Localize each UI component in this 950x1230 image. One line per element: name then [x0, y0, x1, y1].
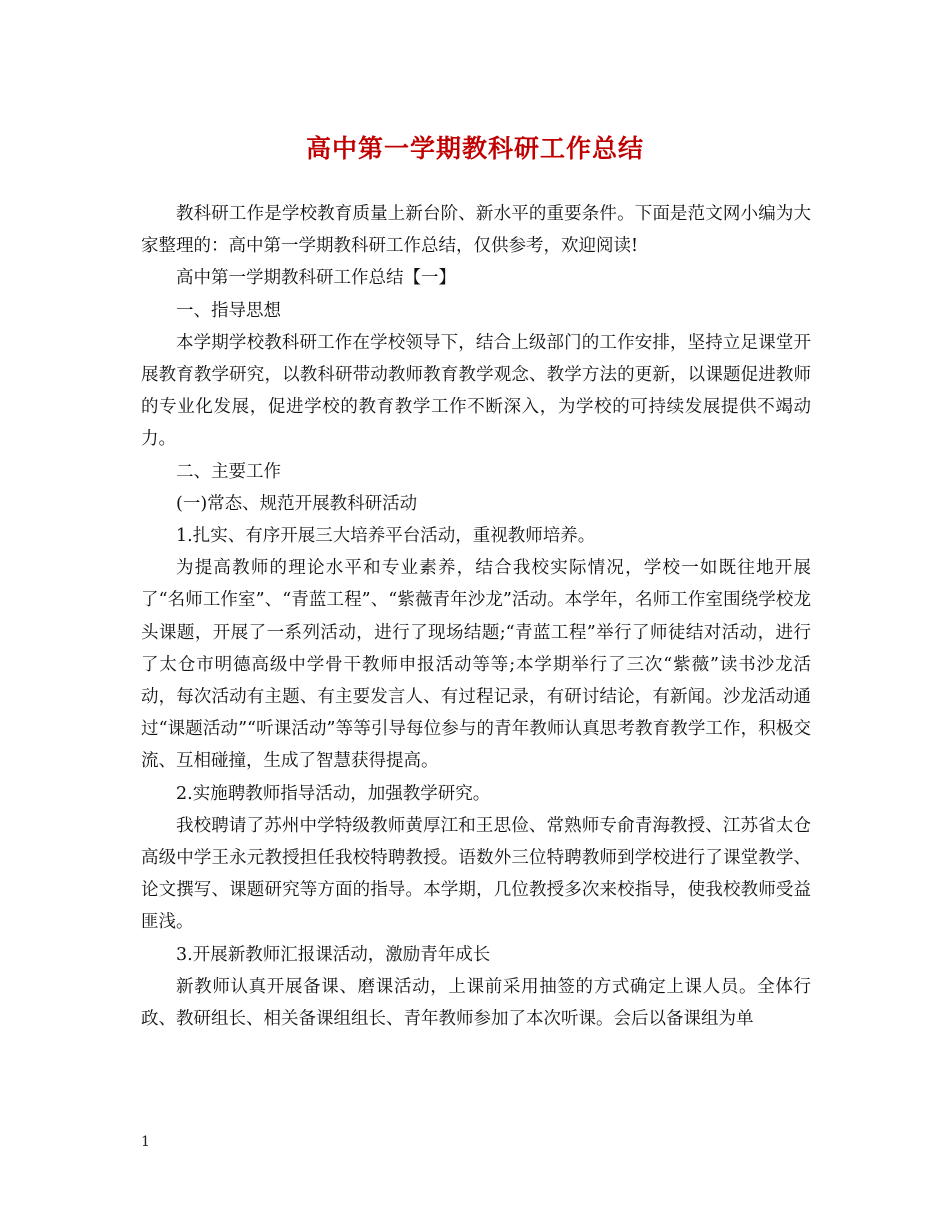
- section-heading-part-one: 高中第一学期教科研工作总结【一】: [176, 268, 456, 289]
- paragraph-item-1: 为提高教师的理论水平和专业素养，结合我校实际情况，学校一如既往地开展了“名师工作室”、“青蓝工程”、“紫薇青年沙龙”活动。本学年，名师工作室围绕学校龙头课题，开展了一系列活动，进行了现场结题;“青蓝工程”举行了师徒结对活动，进行了太仓市明德高级中学骨干教师申报活动等等;本学期举行了三次“紫薇”读书沙龙活动，每次活动有主题、有主要发言人、有过程记录，有研讨结论，有新闻。沙龙活动通过“课题活动”“听课活动”等等引导每位参与的青年教师认真思考教育教学工作，积极交流、互相碰撞，生成了智慧获得提高。: [141, 558, 811, 772]
- document-title: 高中第一学期教科研工作总结: [305, 134, 644, 163]
- page-number: 1: [141, 1134, 150, 1150]
- section-heading-guiding-ideology: 一、指导思想: [176, 300, 281, 321]
- paragraph-intro: 教科研工作是学校教育质量上新台阶、新水平的重要条件。下面是范文网小编为大家整理的：高中第一学期教科研工作总结，仅供参考，欢迎阅读!: [141, 204, 811, 257]
- item-heading-2: 2.实施聘教师指导活动，加强教学研究。: [176, 783, 491, 804]
- paragraph-item-3: 新教师认真开展备课、磨课活动，上课前采用抽签的方式确定上课人员。全体行政、教研组长、相关备课组组长、青年教师参加了本次听课。会后以备课组为单: [141, 976, 811, 1030]
- subheading-regular-activities: (一)常态、规范开展教科研活动: [176, 493, 418, 514]
- item-heading-3: 3.开展新教师汇报课活动，激励青年成长: [176, 944, 491, 965]
- section-heading-main-work: 二、主要工作: [176, 461, 281, 482]
- document-body: [141, 198, 811, 1035]
- paragraph-guiding-ideology: 本学期学校教科研工作在学校领导下，结合上级部门的工作安排，坚持立足课堂开展教育教学研究，以教科研带动教师教育教学观念、教学方法的更新，以课题促进教师的专业化发展，促进学校的教育教学工作不断深入，为学校的可持续发展提供不竭动力。: [141, 332, 811, 450]
- item-heading-1: 1.扎实、有序开展三大培养平台活动，重视教师培养。: [176, 526, 596, 547]
- paragraph-item-2: 我校聘请了苏州中学特级教师黄厚江和王思俭、常熟师专俞青海教授、江苏省太仓高级中学王永元教授担任我校特聘教授。语数外三位特聘教师到学校进行了课堂教学、论文撰写、课题研究等方面的指导。本学期，几位教授多次来校指导，使我校教师受益匪浅。: [141, 815, 811, 933]
